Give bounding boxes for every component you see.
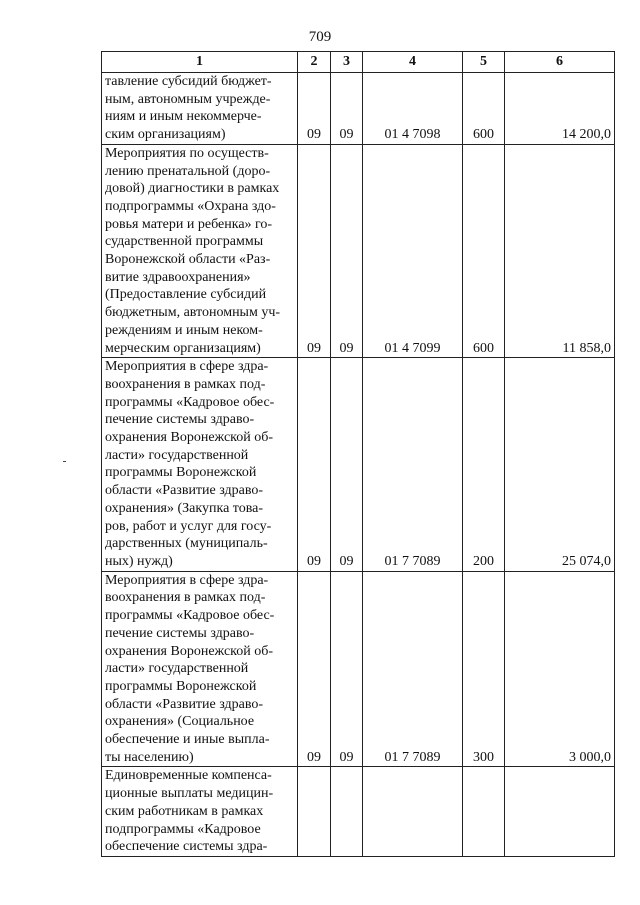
row-expense-type (463, 767, 505, 857)
header-col-4: 4 (363, 52, 463, 73)
row-expense-type: 600 (463, 144, 505, 357)
row-amount (505, 767, 615, 857)
row-target-article: 01 4 7098 (363, 73, 463, 145)
row-description: Единовременные компенса- ционные выплаты медицин- ским работникам в рамках подпрограммы «Кадровое обеспечение системы здра- (102, 767, 298, 857)
row-subsection: 09 (331, 358, 363, 571)
row-subsection (331, 767, 363, 857)
table-row (102, 767, 615, 857)
header-row (102, 52, 615, 73)
header-col-2: 2 (298, 52, 331, 73)
row-expense-type: 300 (463, 571, 505, 767)
row-expense-type: 200 (463, 358, 505, 571)
table-row (102, 144, 615, 357)
row-section: 09 (298, 144, 331, 357)
row-description: Мероприятия в сфере здра- воохранения в рамках под- программы «Кадровое обес- печение системы здраво- охранения Воронежской об- ласти» государственной программы Воронежской области «Развитие здраво- охранения» (Социальное обеспечение и иные выпла- ты населению) (102, 571, 298, 767)
row-subsection: 09 (331, 144, 363, 357)
row-description: Мероприятия по осуществ- лению пренатальной (доро- довой) диагностики в рамках подпрограммы «Охрана здо- ровья матери и ребенка» го- сударственной программы Воронежской области «Раз- витие здравоохранения» (Предоставление субсидий бюджетным, автономным уч- реждениям и иным неком- мерческим организациям) (102, 144, 298, 357)
page-number: 709 (308, 29, 332, 45)
budget-table (101, 51, 615, 857)
row-amount: 25 074,0 (505, 358, 615, 571)
table-row (102, 571, 615, 767)
row-target-article (363, 767, 463, 857)
row-amount: 14 200,0 (505, 73, 615, 145)
row-amount: 11 858,0 (505, 144, 615, 357)
scan-speck (63, 461, 66, 462)
header-col-3: 3 (331, 52, 363, 73)
header-col-1: 1 (102, 52, 298, 73)
row-description: Мероприятия в сфере здра- воохранения в рамках под- программы «Кадровое обес- печение системы здраво- охранения Воронежской об- ласти» государственной программы Воронежской области «Развитие здраво- охранения» (Закупка това- ров, работ и услуг для госу- дарственных (муниципаль- ных) нужд) (102, 358, 298, 571)
row-description: тавление субсидий бюджет- ным, автономным учрежде- ниям и иным некоммерче- ским организациям) (102, 73, 298, 145)
row-subsection: 09 (331, 571, 363, 767)
table-row (102, 358, 615, 571)
row-section: 09 (298, 358, 331, 571)
header-col-5: 5 (463, 52, 505, 73)
row-target-article: 01 4 7099 (363, 144, 463, 357)
row-section: 09 (298, 571, 331, 767)
row-expense-type: 600 (463, 73, 505, 145)
row-amount: 3 000,0 (505, 571, 615, 767)
table-row (102, 73, 615, 145)
row-section: 09 (298, 73, 331, 145)
row-target-article: 01 7 7089 (363, 358, 463, 571)
row-section (298, 767, 331, 857)
row-target-article: 01 7 7089 (363, 571, 463, 767)
header-col-6: 6 (505, 52, 615, 73)
row-subsection: 09 (331, 73, 363, 145)
